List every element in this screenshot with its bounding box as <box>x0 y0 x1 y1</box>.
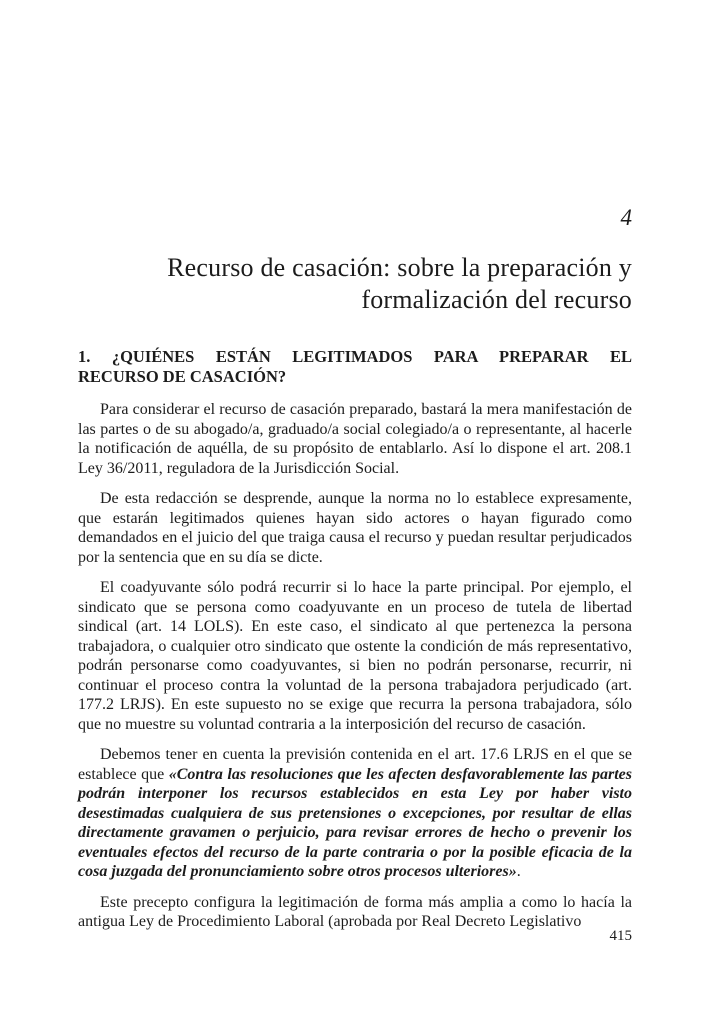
paragraph-1: Para considerar el recurso de casación preparado, bastará la mera manifestación de las partes o de su abogado/a, graduado/a social colegiado/a o representante, al hacerle la notificación de aquélla, de su propósito de entablarlo. Así lo dispone el art. 208.1 Ley 36/2011, reguladora de la Jurisdicción Social. <box>78 401 632 477</box>
chapter-title <box>78 252 632 316</box>
paragraph-4 <box>78 745 632 882</box>
page-number: 415 <box>609 928 632 944</box>
paragraph-4-intro: Debemos tener en cuenta la previsión contenida en el art. 17.6 LRJS en el que se establece que <box>78 746 632 783</box>
paragraph-5: Este precepto configura la legitimación de forma más amplia a como lo hacía la antigua Ley de Procedimiento Laboral (aprobada por Real Decreto Legislativo <box>78 893 632 930</box>
chapter-number: 4 <box>620 205 632 230</box>
paragraph-3: El coadyuvante sólo podrá recurrir si lo hace la parte principal. Por ejemplo, el sindicato que se persona como coadyuvante en un proceso de tutela de libertad sindical (art. 14 LOLS). En este caso, el sindicato al que pertenezca la persona trabajadora, o cualquier otro sindicato que ostente la condición de más representativo, podrán personarse como coadyuvantes, si bien no podrán personarse, recurrir, ni continuar el proceso contra la voluntad de la persona trabajadora perjudicado (art. 177.2 LRJS). En este supuesto no se exige que recurra la persona trabajadora, sólo que no muestre su voluntad contraria a la interposición del recurso de casación. <box>78 579 632 733</box>
paragraph-2: De esta redacción se desprende, aunque la norma no lo establece expresamente, que estarán legitimados quienes hayan sido actores o hayan figurado como demandados en el juicio del que traiga causa el recurso y puedan resultar perjudicados por la sentencia que en su día se dicte. <box>78 490 632 566</box>
section-heading <box>78 347 632 387</box>
page-content <box>78 0 632 932</box>
section-heading-line-2: RECURSO DE CASACIÓN? <box>78 367 287 386</box>
paragraph-4-legal-quote: «Contra las resoluciones que les afecten desfavorablemente las partes podrán interponer los recursos establecidos en esta Ley por haber visto desestimadas cualquiera de sus pretensiones o excepciones, por resultar de ellas directamente gravamen o perjuicio, para revisar errores de hecho o prevenir los eventuales efectos del recurso de la parte contraria o por la posible eficacia de la cosa juzgada del pronunciamiento sobre otros procesos ulteriores» <box>78 765 633 880</box>
chapter-title-line-1: Recurso de casación: sobre la preparación y <box>167 253 632 282</box>
section-heading-line-1: 1. ¿QUIÉNES ESTÁN LEGITIMADOS PARA PREPARAR EL <box>78 347 632 366</box>
chapter-title-line-2: formalización del recurso <box>361 285 632 314</box>
paragraph-4-closing: . <box>516 863 521 880</box>
